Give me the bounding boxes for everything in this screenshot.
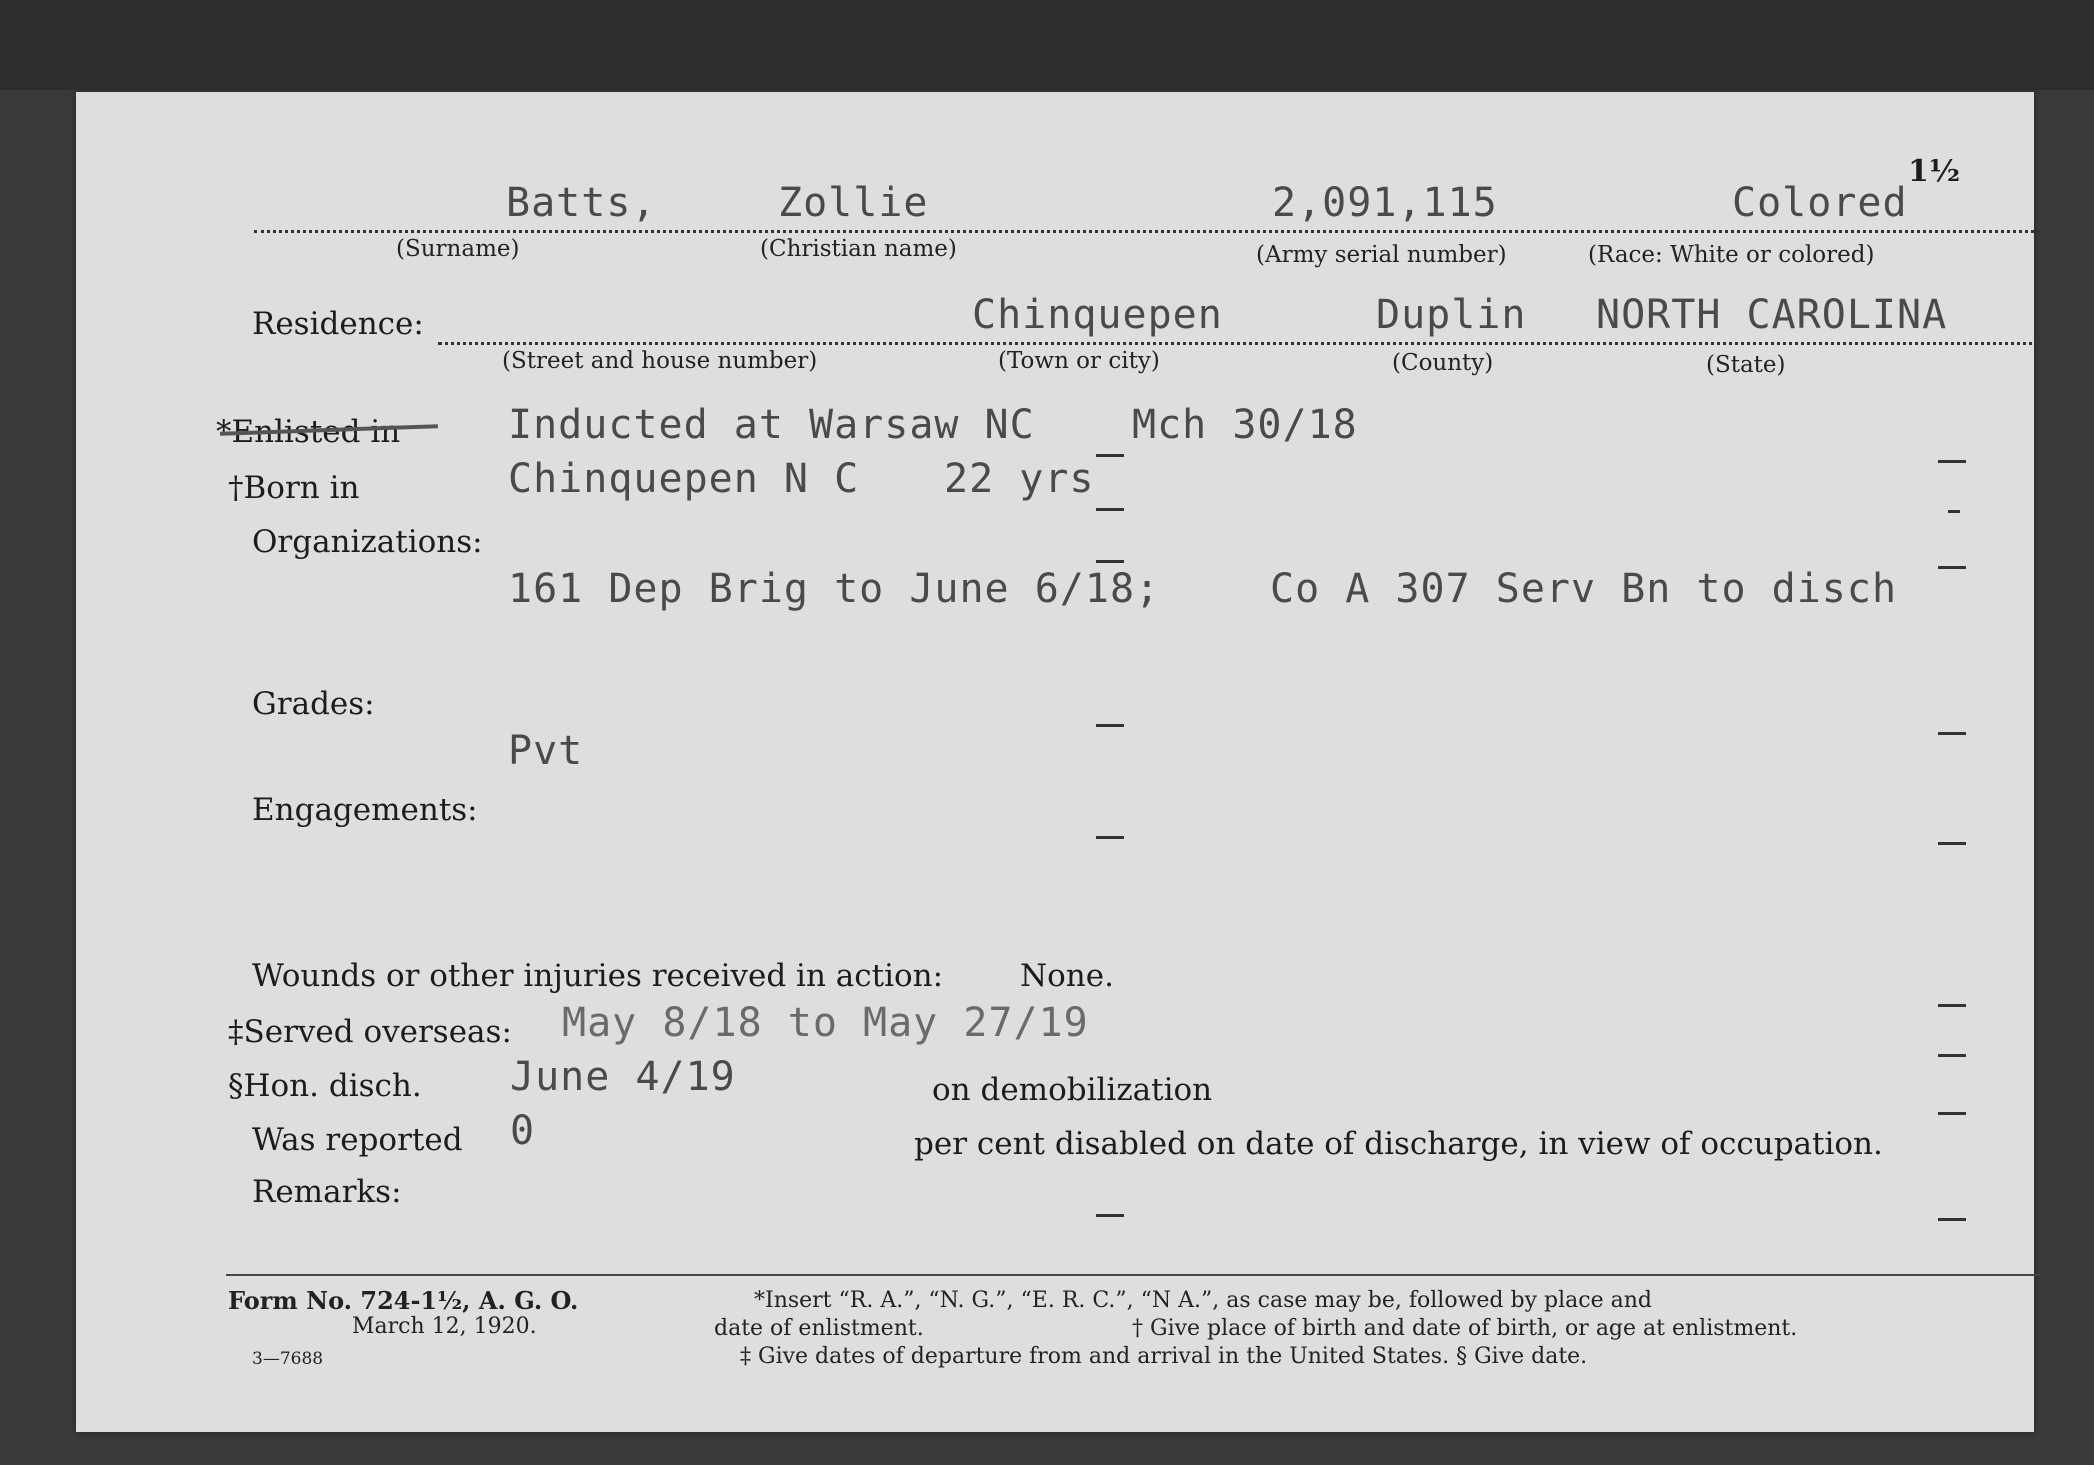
born-age-value: 22 yrs (944, 456, 1095, 502)
was-reported-value: 0 (510, 1108, 536, 1154)
town-caption: (Town or city) (998, 348, 1160, 374)
hon-disch-value: June 4/19 (510, 1054, 736, 1100)
footnote-line-2b: † Give place of birth and date of birth, or age at enlistment. (1132, 1316, 1798, 1341)
organizations-value-2: Co A 307 Serv Bn to disch (1270, 566, 1898, 612)
name-line (254, 230, 2040, 233)
enlisted-label: *Enlisted in (216, 414, 401, 450)
state-value: NORTH CAROLINA (1596, 292, 1948, 338)
dash-mark (1096, 454, 1124, 457)
grades-label: Grades: (252, 686, 375, 722)
christian-name-caption: (Christian name) (760, 236, 957, 262)
footer-rule (226, 1274, 2040, 1276)
residence-line (438, 342, 2040, 345)
dash-mark (1938, 566, 1966, 569)
served-overseas-value: May 8/18 to May 27/19 (562, 1000, 1089, 1046)
surname-value: Batts, (506, 180, 657, 226)
state-caption: (State) (1706, 352, 1786, 378)
demobilization-text: on demobilization (932, 1072, 1213, 1108)
dash-mark (1938, 1004, 1966, 1007)
wounds-value: None. (1020, 958, 1114, 994)
grades-value: Pvt (508, 728, 584, 774)
dash-mark (1096, 1214, 1124, 1217)
born-label: †Born in (228, 470, 360, 506)
service-record-card (76, 92, 2034, 1432)
town-value: Chinquepen (972, 292, 1223, 338)
organizations-value: 161 Dep Brig to June 6/18; (508, 566, 1161, 612)
footnote-line-3: ‡ Give dates of departure from and arrival in the United States. § Give date. (740, 1344, 1588, 1369)
christian-name-value: Zollie (778, 180, 929, 226)
dash-mark (1096, 560, 1124, 563)
served-overseas-label: ‡Served overseas: (228, 1014, 512, 1050)
dash-mark (1096, 508, 1124, 511)
dash-mark (1938, 1112, 1966, 1115)
card-fraction: 1½ (1908, 154, 1961, 189)
dash-mark (1096, 836, 1124, 839)
dash-mark (1938, 842, 1966, 845)
dash-mark (1938, 1218, 1966, 1221)
percent-disabled-text: per cent disabled on date of discharge, in view of occupation. (914, 1126, 1883, 1162)
scanner-backdrop (0, 0, 2094, 90)
serial-number-value: 2,091,115 (1272, 180, 1498, 226)
dash-mark (1096, 724, 1124, 727)
wounds-label: Wounds or other injuries received in action: (252, 958, 944, 994)
enlisted-value: Inducted at Warsaw NC (508, 402, 1035, 448)
engagements-label: Engagements: (252, 792, 478, 828)
serial-number-caption: (Army serial number) (1256, 242, 1507, 268)
was-reported-label: Was reported (252, 1122, 463, 1158)
footnote-line-2a: date of enlistment. (714, 1316, 924, 1341)
footnote-line-1: *Insert “R. A.”, “N. G.”, “E. R. C.”, “N A.”, as case may be, followed by place and (754, 1288, 1652, 1313)
form-number: Form No. 724-1½, A. G. O. (228, 1286, 579, 1315)
dash-mark (1938, 1054, 1966, 1057)
race-value: Colored (1732, 180, 1908, 226)
dash-mark (1938, 732, 1966, 735)
form-code: 3—7688 (252, 1349, 324, 1369)
street-caption: (Street and house number) (502, 348, 818, 374)
form-date: March 12, 1920. (352, 1314, 537, 1339)
county-value: Duplin (1376, 292, 1527, 338)
surname-caption: (Surname) (396, 236, 520, 262)
remarks-label: Remarks: (252, 1174, 402, 1210)
born-value: Chinquepen N C (508, 456, 860, 502)
residence-label: Residence: (252, 306, 424, 342)
dash-mark (1938, 460, 1966, 463)
race-caption: (Race: White or colored) (1588, 242, 1875, 268)
county-caption: (County) (1392, 350, 1494, 376)
dash-mark (1948, 510, 1960, 513)
hon-disch-label: §Hon. disch. (228, 1068, 422, 1104)
enlisted-date-value: Mch 30/18 (1132, 402, 1358, 448)
organizations-label: Organizations: (252, 524, 483, 560)
